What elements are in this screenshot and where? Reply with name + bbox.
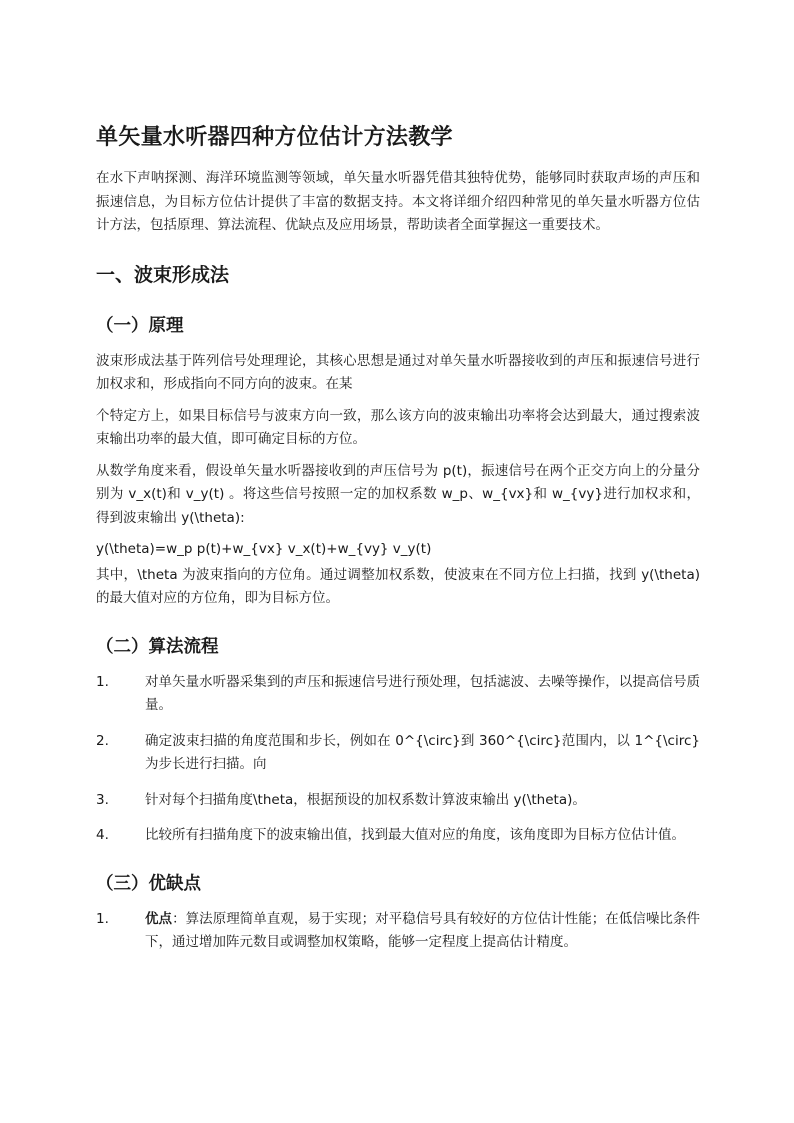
- list-text: 比较所有扫描角度下的波束输出值，找到最大值对应的角度，该角度即为目标方位估计值。: [145, 827, 685, 843]
- list-number: 3.: [96, 791, 109, 808]
- section-heading-beamforming: 一、波束形成法: [96, 263, 230, 286]
- label-separator: ：: [172, 910, 186, 927]
- subsection-heading-principle: （一）原理: [96, 315, 184, 336]
- document-page: [96, 121, 700, 967]
- list-item: [96, 671, 700, 718]
- list-number: 1.: [96, 673, 109, 690]
- list-number: 4.: [96, 827, 109, 843]
- subsection-heading-algorithm: （二）算法流程: [96, 636, 219, 657]
- pros-label: 优点: [145, 910, 173, 927]
- list-item: [96, 789, 700, 813]
- beam-output-formula: y(\theta)=w_p p(t)+w_{vx} v_x(t)+w_{vy} v_y(t): [96, 541, 432, 557]
- list-text: 针对每个扫描角度\theta，根据预设的加权系数计算波束输出 y(\theta)。: [145, 791, 586, 808]
- algorithm-steps-list: [96, 671, 700, 848]
- document-title: 单矢量水听器四种方位估计方法教学: [96, 125, 453, 150]
- principle-paragraph-1: 波束形成法基于阵列信号处理理论，其核心思想是通过对单矢量水听器接收到的声压和振速信号进行加权求和，形成指向不同方向的波束。在某: [96, 352, 700, 392]
- list-item: [96, 730, 700, 777]
- pros-cons-list: [96, 908, 700, 955]
- principle-paragraph-2: 个特定方上，如果目标信号与波束方向一致，那么该方向的波束输出功率将会达到最大，通过搜索波束输出功率的最大值，即可确定目标的方位。: [96, 407, 700, 447]
- list-text: 确定波束扫描的角度范围和步长，例如在 0^{\circ}到 360^{\circ}范围内，以 1^{\circ}为步长进行扫描。向: [145, 732, 700, 772]
- list-item: [96, 824, 700, 848]
- list-item: [96, 908, 700, 955]
- list-number: 1.: [96, 910, 109, 927]
- list-text: 算法原理简单直观，易于实现；对平稳信号具有较好的方位估计性能；在低信噪比条件下，通过增加阵元数目或调整加权策略，能够一定程度上提高估计精度。: [145, 910, 701, 950]
- list-number: 2.: [96, 732, 109, 749]
- principle-paragraph-4: 其中，\theta 为波束指向的方位角。通过调整加权系数，使波束在不同方位上扫描，找到 y(\theta)的最大值对应的方位角，即为目标方位。: [96, 566, 700, 606]
- principle-paragraph-3: 从数学角度来看，假设单矢量水听器接收到的声压信号为 p(t)，振速信号在两个正交方向上的分量分别为 v_x(t)和 v_y(t) 。将这些信号按照一定的加权系数 w_p、w_{vx}和 w_{vy}进行加权求和，得到波束输出 y(\theta):: [96, 462, 700, 526]
- subsection-heading-pros-cons: （三）优缺点: [96, 873, 201, 894]
- list-text: 对单矢量水听器采集到的声压和振速信号进行预处理，包括滤波、去噪等操作，以提高信号质量。: [145, 673, 700, 713]
- intro-paragraph: 在水下声呐探测、海洋环境监测等领域，单矢量水听器凭借其独特优势，能够同时获取声场的声压和振速信息，为目标方位估计提供了丰富的数据支持。本文将详细介绍四种常见的单矢量水听器方位估计方法，包括原理、算法流程、优缺点及应用场景，帮助读者全面掌握这一重要技术。: [96, 170, 700, 233]
